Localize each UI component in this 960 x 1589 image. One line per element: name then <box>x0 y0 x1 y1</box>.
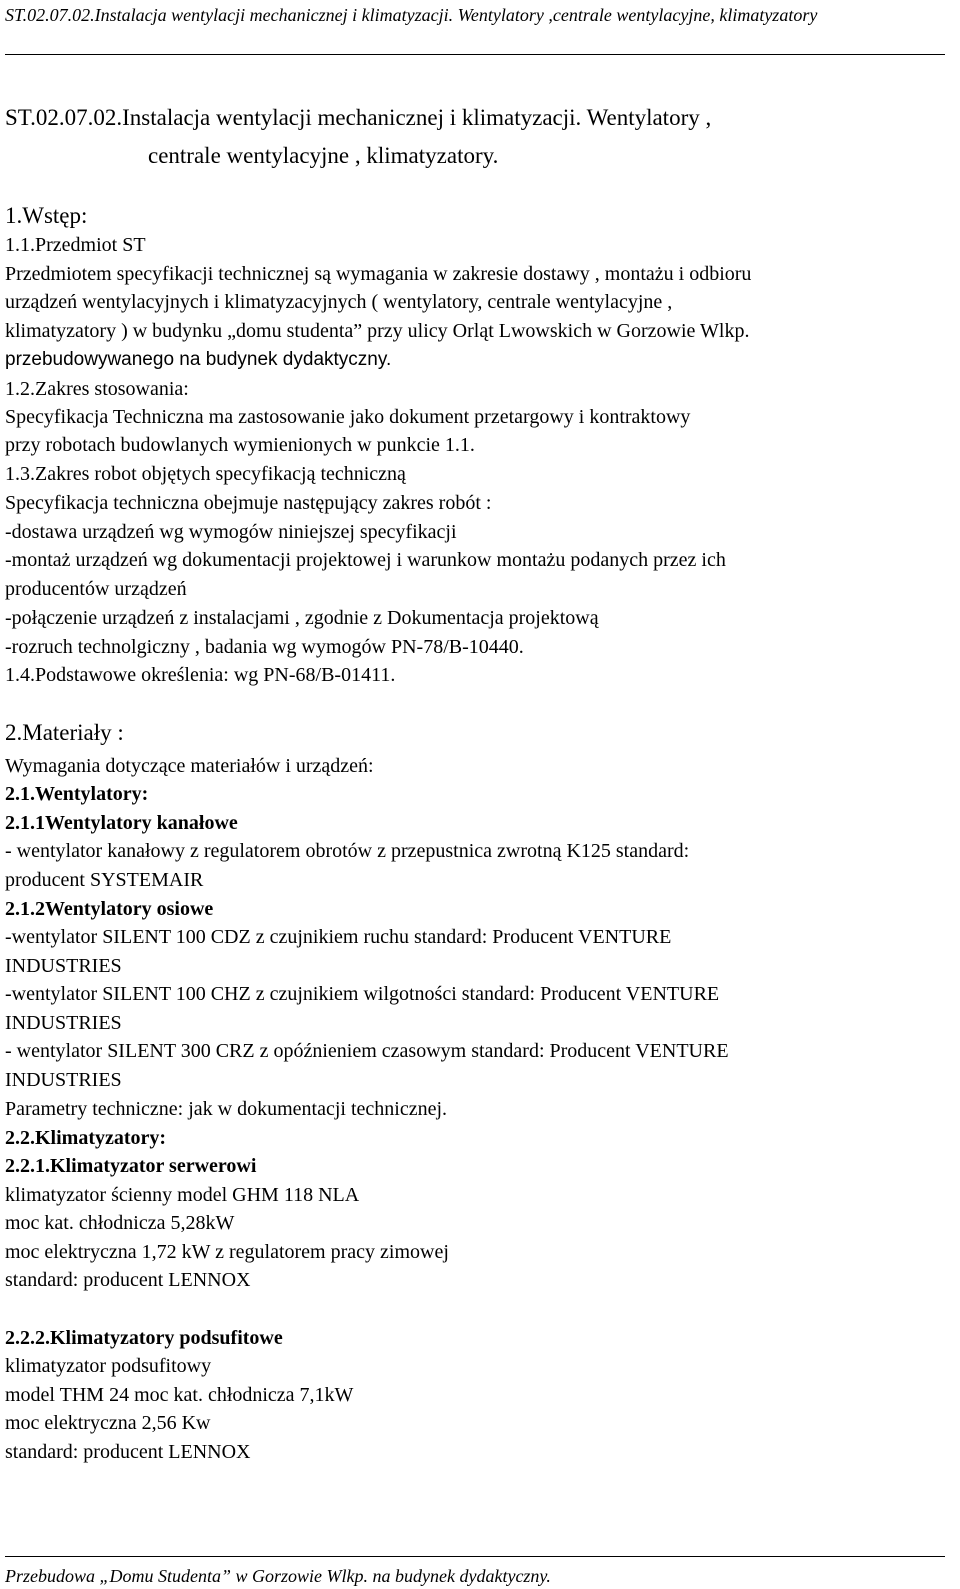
section-2-2-2-text: model THM 24 moc kat. chłodnicza 7,1kW <box>5 1384 354 1406</box>
section-2-2-1-text: standard: producent LENNOX <box>5 1269 251 1291</box>
section-2-1-1-heading: 2.1.1Wentylatory kanałowe <box>5 812 238 834</box>
section-2-1-2-text: INDUSTRIES <box>5 955 122 977</box>
section-1-2-heading: 1.2.Zakres stosowania: <box>5 378 189 400</box>
section-1-3-heading: 1.3.Zakres robot objętych specyfikacją techniczną <box>5 463 406 485</box>
section-1-3-text: -dostawa urządzeń wg wymogów niniejszej specyfikacji <box>5 521 457 543</box>
section-1-3-text: Specyfikacja techniczna obejmuje następujący zakres robót : <box>5 492 492 514</box>
section-2-1-2-text: -wentylator SILENT 100 CDZ z czujnikiem ruchu standard: Producent VENTURE <box>5 926 672 948</box>
footer-divider <box>5 1556 945 1557</box>
section-2-1-2-text: INDUSTRIES <box>5 1069 122 1091</box>
section-2-2-heading: 2.2.Klimatyzatory: <box>5 1127 167 1149</box>
section-2-2-1-heading: 2.2.1.Klimatyzator serwerowi <box>5 1155 257 1177</box>
section-1-3-text: -rozruch technolgiczny , badania wg wymogów PN-78/B-10440. <box>5 636 524 658</box>
section-2-2-1-text: klimatyzator ścienny model GHM 118 NLA <box>5 1184 360 1206</box>
section-1-3-text: producentów urządzeń <box>5 578 187 600</box>
page-footer: Przebudowa „Domu Studenta” w Gorzowie Wlkp. na budynek dydaktyczny. <box>5 1566 551 1586</box>
section-2-1-2-text: -wentylator SILENT 100 CHZ z czujnikiem wilgotności standard: Producent VENTURE <box>5 983 720 1005</box>
section-1-1-text: klimatyzatory ) w budynku „domu studenta” przy ulicy Orląt Lwowskich w Gorzowie Wlkp. <box>5 320 750 342</box>
section-2-1-2-text: - wentylator SILENT 300 CRZ z opóźnieniem czasowym standard: Producent VENTURE <box>5 1040 729 1062</box>
section-2-1-heading: 2.1.Wentylatory: <box>5 783 149 805</box>
section-2-2-2-heading: 2.2.2.Klimatyzatory podsufitowe <box>5 1327 283 1349</box>
section-1-3-text: -połączenie urządzeń z instalacjami , zgodnie z Dokumentacja projektową <box>5 607 599 629</box>
section-2-2-1-text: moc kat. chłodnicza 5,28kW <box>5 1212 235 1234</box>
section-1-1-text: urządzeń wentylacyjnych i klimatyzacyjnych ( wentylatory, centrale wentylacyjne , <box>5 291 673 313</box>
section-2-heading: 2.Materiały : <box>5 720 124 745</box>
document-title-line-2: centrale wentylacyjne , klimatyzatory. <box>148 143 499 168</box>
section-1-4-text: 1.4.Podstawowe określenia: wg PN-68/B-01411. <box>5 664 396 686</box>
section-2-1-1-text: producent SYSTEMAIR <box>5 869 204 891</box>
section-1-1-text: Przedmiotem specyfikacji technicznej są wymagania w zakresie dostawy , montażu i odbioru <box>5 263 752 285</box>
section-1-2-text: Specyfikacja Techniczna ma zastosowanie jako dokument przetargowy i kontraktowy <box>5 406 691 428</box>
section-1-1-heading: 1.1.Przedmiot ST <box>5 234 146 256</box>
section-1-2-text: przy robotach budowlanych wymienionych w punkcie 1.1. <box>5 434 475 456</box>
document-title-line-1: ST.02.07.02.Instalacja wentylacji mechanicznej i klimatyzacji. Wentylatory , <box>5 105 712 130</box>
section-1-heading: 1.Wstęp: <box>5 203 88 228</box>
section-2-1-2-text: INDUSTRIES <box>5 1012 122 1034</box>
section-1-3-text: -montaż urządzeń wg dokumentacji projektowej i warunkow montażu podanych przez ich <box>5 549 726 571</box>
section-2-2-1-text: moc elektryczna 1,72 kW z regulatorem pracy zimowej <box>5 1241 449 1263</box>
section-2-1-2-text: Parametry techniczne: jak w dokumentacji technicznej. <box>5 1098 448 1120</box>
section-2-2-2-text: moc elektryczna 2,56 Kw <box>5 1412 211 1434</box>
page-header: ST.02.07.02.Instalacja wentylacji mechanicznej i klimatyzacji. Wentylatory ,centrale wentylacyjne, klimatyzatory <box>5 5 818 25</box>
section-2-1-2-heading: 2.1.2Wentylatory osiowe <box>5 898 214 920</box>
section-1-1-text: przebudowywanego na budynek dydaktyczny. <box>5 349 392 370</box>
section-2-intro: Wymagania dotyczące materiałów i urządzeń: <box>5 755 374 777</box>
section-2-1-1-text: - wentylator kanałowy z regulatorem obrotów z przepustnica zwrotną K125 standard: <box>5 840 690 862</box>
section-2-2-2-text: standard: producent LENNOX <box>5 1441 251 1463</box>
header-divider <box>5 54 945 55</box>
section-2-2-2-text: klimatyzator podsufitowy <box>5 1355 212 1377</box>
